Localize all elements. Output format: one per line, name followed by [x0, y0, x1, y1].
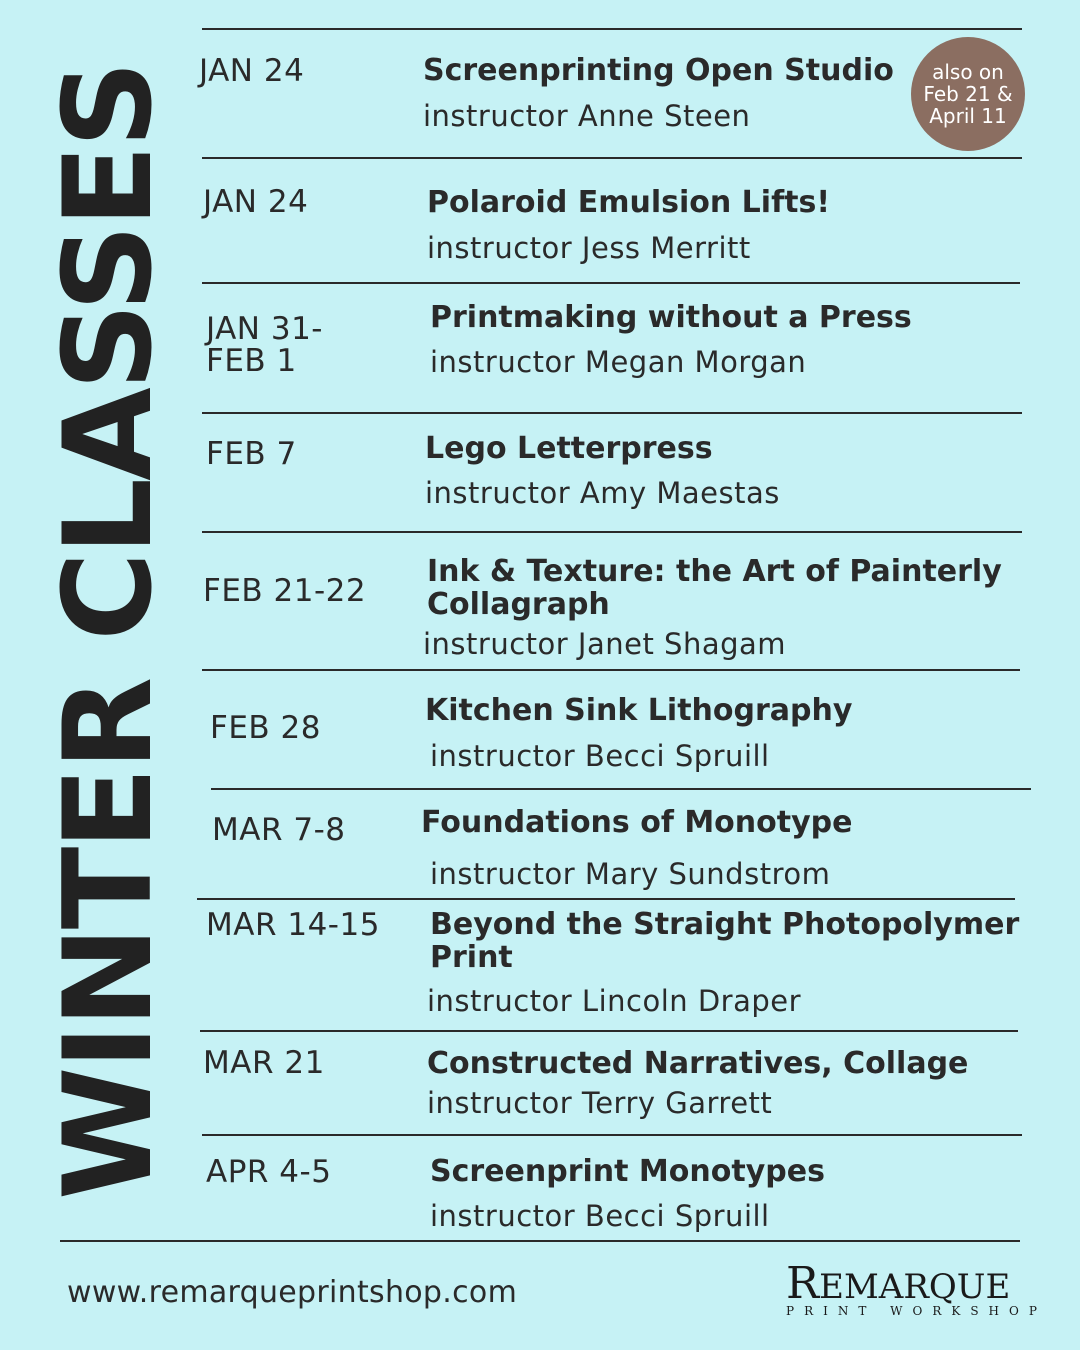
- class-title: Foundations of Monotype: [421, 805, 853, 840]
- class-title: Kitchen Sink Lithography: [425, 693, 853, 728]
- divider: [202, 669, 1020, 671]
- class-title: Polaroid Emulsion Lifts!: [427, 185, 831, 220]
- divider: [211, 788, 1031, 790]
- class-title: Ink & Texture: the Art of Painterly Collagraph: [427, 554, 1002, 622]
- class-date: FEB 28: [210, 710, 321, 746]
- class-instructor: instructor Mary Sundstrom: [430, 857, 831, 891]
- divider: [202, 282, 1020, 284]
- divider: [202, 1134, 1022, 1136]
- class-instructor: instructor Megan Morgan: [430, 345, 807, 379]
- divider: [202, 412, 1022, 414]
- class-instructor: instructor Amy Maestas: [425, 476, 780, 510]
- class-date: JAN 31- FEB 1: [206, 311, 323, 379]
- class-title: Lego Letterpress: [425, 431, 713, 466]
- logo-wordmark: [786, 1258, 1011, 1309]
- also-on-badge: also on Feb 21 & April 11: [911, 37, 1025, 151]
- class-instructor: instructor Janet Shagam: [423, 627, 787, 661]
- class-date: MAR 14-15: [206, 907, 380, 943]
- divider: [197, 898, 1015, 900]
- logo-initial: R: [786, 1258, 820, 1309]
- class-date: JAN 24: [199, 53, 305, 89]
- remarque-logo: [786, 1258, 1047, 1324]
- page-title: WINTER CLASSES: [38, 63, 179, 1200]
- class-date: FEB 7: [206, 436, 297, 472]
- class-instructor: instructor Terry Garrett: [427, 1086, 773, 1120]
- class-instructor: instructor Becci Spruill: [430, 739, 770, 773]
- logo-tagline: PRINT WORKSHOP: [786, 1304, 1047, 1318]
- class-title: Beyond the Straight Photopolymer Print: [430, 907, 1020, 975]
- logo-name: EMARQUE: [819, 1267, 1011, 1307]
- class-instructor: instructor Jess Merritt: [427, 231, 751, 265]
- divider: [60, 1240, 1020, 1242]
- website-link[interactable]: www.remarqueprintshop.com: [67, 1275, 518, 1310]
- divider: [202, 28, 1022, 30]
- class-title: Printmaking without a Press: [430, 300, 912, 335]
- class-date: JAN 24: [203, 184, 309, 220]
- divider: [202, 531, 1022, 533]
- class-title: Constructed Narratives, Collage: [427, 1046, 969, 1081]
- class-date: MAR 7-8: [212, 812, 346, 848]
- class-title: Screenprinting Open Studio: [423, 53, 894, 88]
- class-date: MAR 21: [203, 1045, 325, 1081]
- class-instructor: instructor Lincoln Draper: [427, 984, 802, 1018]
- class-date: FEB 21-22: [203, 573, 367, 609]
- class-date: APR 4-5: [206, 1154, 332, 1190]
- class-instructor: instructor Anne Steen: [423, 99, 751, 133]
- class-title: Screenprint Monotypes: [430, 1154, 825, 1189]
- class-instructor: instructor Becci Spruill: [430, 1199, 770, 1233]
- divider: [200, 1030, 1018, 1032]
- divider: [202, 157, 1022, 159]
